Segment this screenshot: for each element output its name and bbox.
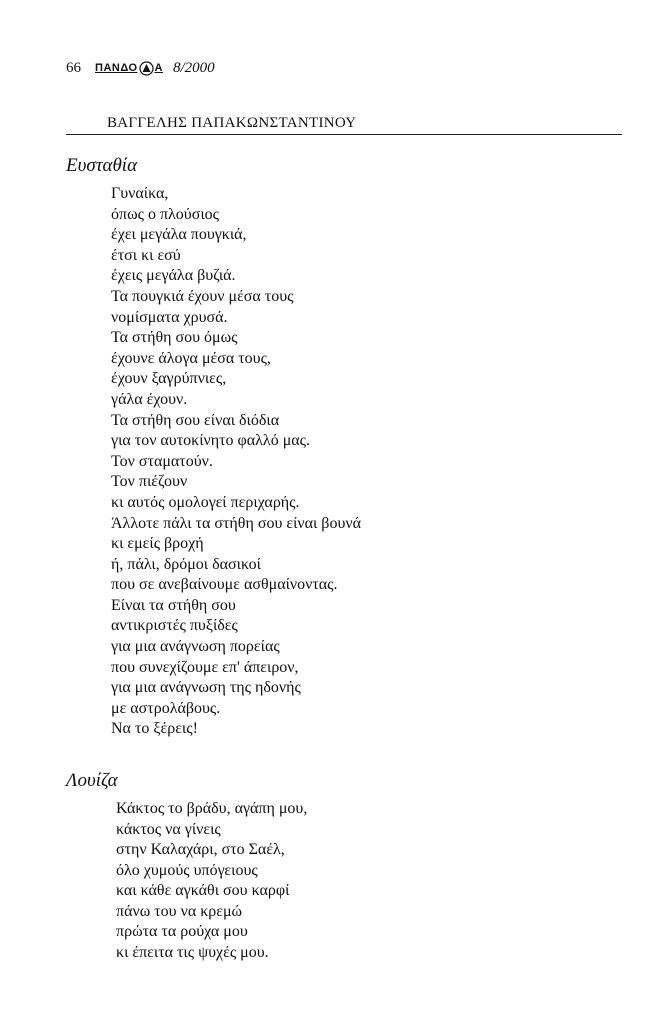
running-header [66, 57, 215, 79]
poem-line: κάκτος να γίνεις [116, 820, 221, 838]
poem-title: Ευσταθία [66, 155, 138, 176]
header-rule [66, 134, 622, 135]
poem-line: Τον πιέζουν [111, 473, 188, 491]
poem-line: πάνω του να κρεμώ [116, 902, 243, 920]
poem-line: Τα στήθη σου όμως [111, 329, 238, 347]
poem-line: για μια ανάγνωση της ηδονής [111, 679, 301, 697]
poem-line: Τα πουγκιά έχουν μέσα τους [111, 287, 294, 305]
poem-line: Τον σταματούν. [111, 452, 213, 470]
poem-line: έχεις μεγάλα βυζιά. [111, 267, 236, 285]
poem-line: που σε ανεβαίνουμε ασθμαίνοντας. [111, 576, 338, 594]
poem-line: και κάθε αγκάθι σου καρφί [116, 882, 290, 899]
poem-line: Να το ξέρεις! [111, 720, 198, 738]
poem-line: έτσι κι εσύ [111, 246, 181, 264]
poem-line: που συνεχίζουμε επ' άπειρον, [111, 658, 299, 676]
poem-line: Τα στήθη σου είναι διόδια [111, 411, 280, 429]
poem-line: Είναι τα στήθη σου [111, 596, 236, 614]
poem-line: έχουν ξαγρύπνιες, [111, 370, 227, 388]
poem-line: κι εμείς βροχή [111, 535, 204, 553]
poem-line: με αστρολάβους. [111, 699, 221, 717]
poem-line: στην Καλαχάρι, στο Σαέλ, [116, 841, 285, 858]
poem-line: έχουνε άλογα μέσα τους, [111, 349, 271, 367]
magazine-name-left: ΠΑΝΔΟ [95, 62, 138, 74]
poem-line: γάλα έχουν. [111, 390, 188, 408]
poem-line: ή, πάλι, δρόμοι δασικοί [111, 555, 261, 573]
poem-line: έχει μεγάλα πουγκιά, [111, 226, 247, 244]
poem-line: κι έπειτα τις ψυχές μου. [116, 943, 269, 961]
poem-line: όλο χυμούς υπόγειους [116, 861, 258, 879]
poem-line: Κάκτος το βράδυ, αγάπη μου, [116, 800, 308, 817]
poem-line: για τον αυτοκίνητο φαλλό μας. [111, 432, 310, 450]
poem-line: για μια ανάγνωση πορείας [111, 638, 280, 656]
poem-line: νομίσματα χρυσά. [111, 308, 228, 326]
magazine-logo [95, 61, 163, 76]
magazine-name-right: Α [154, 62, 163, 74]
issue-number: 8/2000 [172, 59, 215, 76]
page-number: 66 [66, 59, 81, 76]
poem-body [116, 799, 307, 963]
poem-line: όπως ο πλούσιος [111, 205, 219, 223]
author-name: ΒΑΓΓΕΛΗΣ ΠΑΠΑΚΩΝΣΤΑΝΤΙΝΟΥ [107, 115, 357, 131]
poem-line: πρώτα τα ρούχα μου [116, 923, 248, 940]
poem-title: Λουίζα [66, 770, 118, 791]
poem-line: Γυναίκα, [111, 185, 169, 202]
poem-line: Άλλοτε πάλι τα στήθη σου είναι βουνά [111, 514, 361, 532]
poem-body [111, 184, 361, 740]
poem-line: κι αυτός ομολογεί περιχαρής. [111, 493, 300, 511]
poem-line: αντικριστές πυξίδες [111, 617, 238, 635]
triangle-in-circle-icon [139, 61, 154, 76]
